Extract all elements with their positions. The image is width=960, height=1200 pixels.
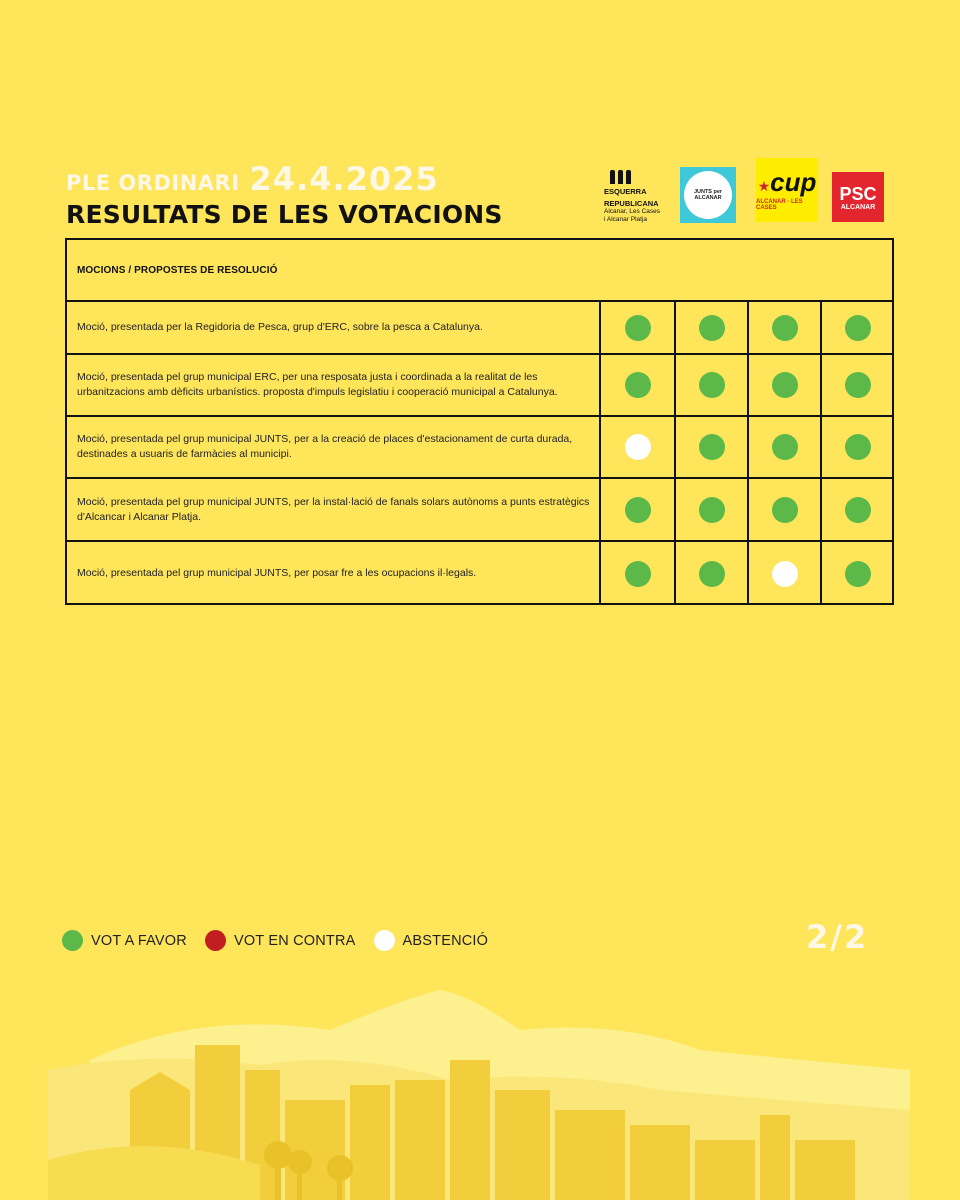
session-date: 24.4.2025 [249,160,439,198]
table-row [67,355,892,417]
page-title: RESULTATS DE LES VOTACIONS [66,200,503,229]
vote-favor-dot [845,434,871,460]
vote-cell [820,302,894,353]
vote-cell [674,355,747,415]
vote-favor-dot [772,434,798,460]
vote-favor-dot [699,315,725,341]
erc-logo-line4: i Alcanar Platja [604,215,647,223]
vote-favor-dot [625,315,651,341]
vote-cell [599,417,674,477]
motion-text: Moció, presentada per la Regidoria de Pesca, grup d'ERC, sobre la pesca a Catalunya. [77,321,483,333]
session-type: PLE ORDINARI [66,171,240,195]
erc-logo-line2: REPUBLICANA [604,199,659,208]
vote-cell [599,542,674,605]
table-row [67,542,892,605]
legend-contra [205,930,356,951]
vote-cell [747,417,820,477]
cup-star-icon: ★ [757,178,771,194]
vote-favor-dot [845,315,871,341]
legend-favor [62,930,187,951]
vote-favor-dot [772,497,798,523]
legend-contra-label: VOT EN CONTRA [233,932,356,949]
vote-favor-dot [845,561,871,587]
abst-dot-icon [374,930,395,951]
vote-favor-dot [772,372,798,398]
vote-favor-dot [625,561,651,587]
vote-cell [747,355,820,415]
motion-text: Moció, presentada pel grup municipal JUNTS, per posar fre a les ocupacions il·legals. [77,567,477,579]
junts-logo-line1: JUNTS per [693,189,723,195]
vote-favor-dot [699,497,725,523]
vote-cell [747,302,820,353]
vote-abst-dot [772,561,798,587]
motion-text: Moció, presentada pel grup municipal JUNTS, per la instal·lació de fanals solars autònoms a punts estratègics d'Alcancar i Alcanar Platja. [77,495,590,523]
vote-favor-dot [845,497,871,523]
psc-logo [832,172,884,222]
legend-abst [374,930,489,951]
motion-text: Moció, presentada pel grup municipal ERC, per una resposata justa i coordinada a la realitat de les urbanitzacions amb dèficits urbanístics. proposta d'impuls legislatiu i cooperació municipal a Catalunya. [77,371,558,398]
vote-cell [820,542,894,605]
legend-favor-label: VOT A FAVOR [91,932,187,949]
vote-cell [674,542,747,605]
vote-cell [747,479,820,540]
erc-flags-icon [610,170,670,184]
vote-favor-dot [845,372,871,398]
motion-text: Moció, presentada pel grup municipal JUNTS, per a la creació de places d'estacionament de curta durada, destinades a usuaris de farmàcies al municipi. [77,433,573,460]
legend-abst-label: ABSTENCIÓ [402,932,489,949]
vote-cell [820,355,894,415]
favor-dot-icon [62,930,83,951]
table-row [67,302,892,355]
session-title [66,160,439,198]
vote-cell [747,542,820,605]
legend [62,930,506,951]
vote-cell [599,355,674,415]
contra-dot-icon [205,930,226,951]
page-indicator: 2/2 [806,918,869,956]
psc-logo-sub: ALCANAR [840,203,876,211]
vote-cell [599,479,674,540]
cup-logo [756,158,818,222]
votes-table [65,238,894,605]
erc-logo-line1: ESQUERRA [604,187,647,196]
vote-favor-dot [699,372,725,398]
table-header: MOCIONS / PROPOSTES DE RESOLUCIÓ [67,240,892,302]
town-skyline-illustration [0,990,960,1200]
vote-favor-dot [699,561,725,587]
junts-logo-line2: ALCANAR [694,195,722,201]
table-row [67,479,892,542]
table-row [67,417,892,479]
vote-favor-dot [772,315,798,341]
vote-cell [674,479,747,540]
vote-favor-dot [625,497,651,523]
junts-logo [680,167,736,223]
vote-favor-dot [699,434,725,460]
erc-logo [604,170,670,228]
erc-logo-line3: Alcanar, Les Cases [604,208,661,215]
vote-cell [599,302,674,353]
vote-cell [674,417,747,477]
vote-cell [820,479,894,540]
vote-favor-dot [625,372,651,398]
vote-cell [820,417,894,477]
vote-cell [674,302,747,353]
psc-logo-name: PSC [839,183,877,204]
cup-logo-sub: ALCANAR · LES CASES [756,199,803,211]
vote-abst-dot [625,434,651,460]
cup-logo-name: cup [770,167,817,197]
